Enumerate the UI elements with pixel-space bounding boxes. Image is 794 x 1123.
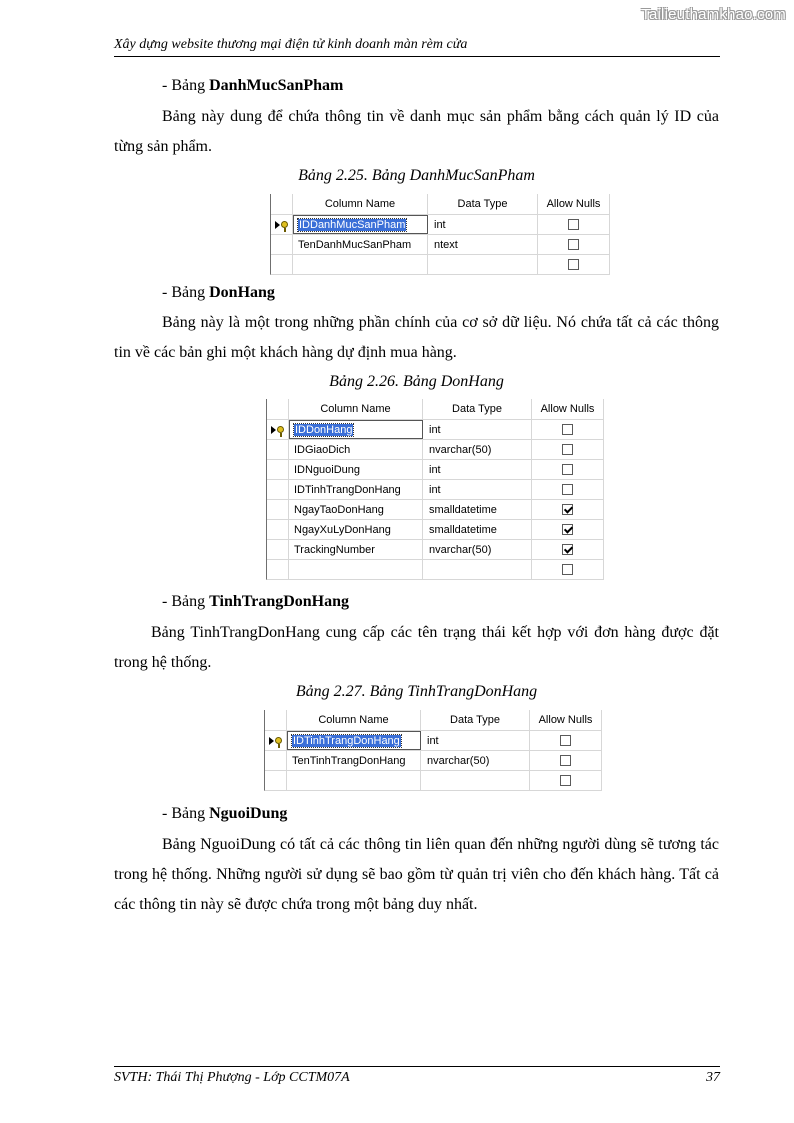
data-type-cell[interactable]: int xyxy=(428,215,538,234)
grid-header xyxy=(271,194,610,214)
data-type-cell[interactable]: nvarchar(50) xyxy=(423,440,532,459)
row-selector-header xyxy=(271,194,293,214)
paragraph-text: Bảng này dung để chứa thông tin về danh mục sản phẩm bằng cách quản lý ID của từng sản phẩm. xyxy=(114,108,719,155)
section-heading-donhang xyxy=(162,284,275,302)
allow-nulls-checkbox[interactable] xyxy=(562,524,573,535)
allow-nulls-cell[interactable] xyxy=(538,215,610,234)
row-selector[interactable] xyxy=(267,480,289,499)
data-type-cell[interactable]: int xyxy=(421,731,530,750)
heading-prefix: - Bảng xyxy=(162,805,210,822)
caption-table-2-26: Bảng 2.26. Bảng DonHang xyxy=(329,373,504,390)
allow-nulls-checkbox[interactable] xyxy=(562,504,573,515)
allow-nulls-checkbox[interactable] xyxy=(560,735,571,746)
watermark: Tailieuthamkhao.com xyxy=(641,6,786,23)
allow-nulls-cell[interactable] xyxy=(532,500,604,519)
data-type-header[interactable]: Data Type xyxy=(421,710,530,730)
column-name-text: TenTinhTrangDonHang xyxy=(292,754,406,767)
column-name-header[interactable]: Column Name xyxy=(293,194,428,214)
column-name-cell[interactable] xyxy=(287,731,421,750)
primary-key-icon xyxy=(269,737,282,745)
heading-prefix: - Bảng xyxy=(162,77,210,94)
row-selector[interactable] xyxy=(267,540,289,559)
allow-nulls-checkbox[interactable] xyxy=(562,444,573,455)
column-name-text: TrackingNumber xyxy=(294,543,375,556)
column-name-header[interactable]: Column Name xyxy=(287,710,421,730)
row-selector[interactable] xyxy=(265,731,287,750)
table-row[interactable] xyxy=(267,539,604,559)
paragraph-donhang xyxy=(114,308,719,368)
data-type-cell[interactable]: nvarchar(50) xyxy=(421,751,530,770)
heading-table-name: TinhTrangDonHang xyxy=(209,593,350,610)
column-name-text: TenDanhMucSanPham xyxy=(298,238,412,251)
primary-key-icon xyxy=(271,426,284,434)
allow-nulls-header[interactable]: Allow Nulls xyxy=(532,399,604,419)
data-type-cell[interactable]: nvarchar(50) xyxy=(423,540,532,559)
table-row[interactable] xyxy=(271,234,610,254)
table-row[interactable] xyxy=(267,519,604,539)
data-type-header[interactable]: Data Type xyxy=(423,399,532,419)
allow-nulls-header[interactable]: Allow Nulls xyxy=(530,710,602,730)
allow-nulls-checkbox[interactable] xyxy=(560,775,571,786)
running-head: Xây dựng website thương mại điện tử kinh doanh màn rèm cửa xyxy=(114,37,720,57)
column-name-text: IDNguoiDung xyxy=(294,463,361,476)
allow-nulls-header[interactable]: Allow Nulls xyxy=(538,194,610,214)
table-row[interactable] xyxy=(267,439,604,459)
allow-nulls-checkbox[interactable] xyxy=(562,544,573,555)
page-footer xyxy=(114,1066,720,1086)
section-heading-danhmucsanpham xyxy=(162,77,343,95)
column-name-cell[interactable] xyxy=(289,460,423,479)
allow-nulls-cell[interactable] xyxy=(532,420,604,439)
data-type-cell[interactable]: smalldatetime xyxy=(423,520,532,539)
row-selector[interactable] xyxy=(265,751,287,770)
column-name-cell[interactable] xyxy=(293,255,428,274)
column-name-cell[interactable] xyxy=(289,480,423,499)
heading-prefix: - Bảng xyxy=(162,284,210,301)
data-type-cell[interactable]: int xyxy=(423,420,532,439)
row-selector[interactable] xyxy=(271,215,293,234)
data-type-cell[interactable]: int xyxy=(423,460,532,479)
column-name-text: IDTinhTrangDonHang xyxy=(293,734,400,747)
data-type-cell[interactable] xyxy=(423,560,532,579)
allow-nulls-checkbox[interactable] xyxy=(562,424,573,435)
paragraph-nguoidung xyxy=(114,830,719,920)
paragraph-text: Bảng TinhTrangDonHang cung cấp các tên trạng thái kết hợp với đơn hàng được đặt trong hệ thống. xyxy=(114,624,719,671)
row-selector-header xyxy=(265,710,287,730)
column-name-cell[interactable] xyxy=(289,440,423,459)
data-type-cell[interactable]: int xyxy=(423,480,532,499)
row-selector[interactable] xyxy=(271,255,293,274)
data-type-cell[interactable] xyxy=(428,255,538,274)
row-selector[interactable] xyxy=(267,520,289,539)
row-selector[interactable] xyxy=(267,460,289,479)
table-row[interactable] xyxy=(271,214,610,234)
heading-prefix: - Bảng xyxy=(162,593,210,610)
data-type-cell[interactable]: smalldatetime xyxy=(423,500,532,519)
allow-nulls-checkbox[interactable] xyxy=(562,464,573,475)
column-name-cell[interactable] xyxy=(289,540,423,559)
column-name-cell[interactable] xyxy=(289,500,423,519)
data-type-cell[interactable]: ntext xyxy=(428,235,538,254)
paragraph-text: Bảng NguoiDung có tất cả các thông tin liên quan đến những người dùng sẽ tương tác trong hệ thống. Những người sử dụng sẽ bao gồm từ quản trị viên cho đến khách hàng. Tất cả các thông tin này sẽ được chứa trong một bảng duy nhất. xyxy=(114,836,719,913)
allow-nulls-cell[interactable] xyxy=(530,771,602,790)
row-selector[interactable] xyxy=(267,560,289,579)
column-name-cell[interactable] xyxy=(289,420,423,439)
table-grid-tinhtrangdonhang xyxy=(264,710,602,791)
table-row[interactable] xyxy=(265,770,602,790)
row-selector[interactable] xyxy=(267,420,289,439)
grid-header xyxy=(267,399,604,419)
column-name-cell[interactable] xyxy=(287,751,421,770)
allow-nulls-cell[interactable] xyxy=(532,480,604,499)
heading-table-name: DanhMucSanPham xyxy=(209,77,344,94)
grid-header xyxy=(265,710,602,730)
allow-nulls-cell[interactable] xyxy=(530,731,602,750)
allow-nulls-cell[interactable] xyxy=(532,540,604,559)
heading-table-name: DonHang xyxy=(209,284,275,301)
table-row[interactable] xyxy=(267,499,604,519)
column-name-header[interactable]: Column Name xyxy=(289,399,423,419)
caption-table-2-27: Bảng 2.27. Bảng TinhTrangDonHang xyxy=(295,683,538,700)
column-name-text: NgayTaoDonHang xyxy=(294,503,384,516)
allow-nulls-cell[interactable] xyxy=(532,520,604,539)
table-row[interactable] xyxy=(267,419,604,439)
allow-nulls-cell[interactable] xyxy=(538,235,610,254)
paragraph-tinhtrangdonhang xyxy=(114,618,719,678)
paragraph-danhmucsanpham xyxy=(114,102,719,162)
row-selector[interactable] xyxy=(271,235,293,254)
column-name-text: IDGiaoDich xyxy=(294,443,351,456)
heading-table-name: NguoiDung xyxy=(209,805,288,822)
column-name-text: IDDanhMucSanPham xyxy=(299,218,406,231)
data-type-cell[interactable] xyxy=(421,771,530,790)
allow-nulls-cell[interactable] xyxy=(530,751,602,770)
paragraph-text: Bảng này là một trong những phần chính của cơ sở dữ liệu. Nó chứa tất cả các thông tin về các bản ghi một khách hàng dự định mua hàng. xyxy=(114,314,719,361)
column-name-text: NgayXuLyDonHang xyxy=(294,523,391,536)
table-row[interactable] xyxy=(267,559,604,579)
table-row[interactable] xyxy=(265,750,602,770)
table-row[interactable] xyxy=(267,459,604,479)
column-name-cell[interactable] xyxy=(287,771,421,790)
allow-nulls-checkbox[interactable] xyxy=(562,564,573,575)
table-grid-danhmucsanpham xyxy=(270,194,610,275)
page-number: 37 xyxy=(706,1070,720,1085)
allow-nulls-cell[interactable] xyxy=(532,440,604,459)
column-name-text: IDDonHang xyxy=(295,423,353,436)
allow-nulls-checkbox[interactable] xyxy=(568,239,579,250)
table-row[interactable] xyxy=(265,730,602,750)
allow-nulls-cell[interactable] xyxy=(532,460,604,479)
row-selector[interactable] xyxy=(267,440,289,459)
row-selector[interactable] xyxy=(267,500,289,519)
table-row[interactable] xyxy=(267,479,604,499)
column-name-cell[interactable] xyxy=(293,235,428,254)
column-name-text: IDTinhTrangDonHang xyxy=(294,483,401,496)
data-type-header[interactable]: Data Type xyxy=(428,194,538,214)
column-name-cell[interactable] xyxy=(293,215,428,234)
section-heading-nguoidung xyxy=(162,805,287,823)
allow-nulls-checkbox[interactable] xyxy=(568,259,579,270)
footer-author: SVTH: Thái Thị Phượng - Lớp CCTM07A xyxy=(114,1070,350,1085)
row-selector-header xyxy=(267,399,289,419)
caption-table-2-25: Bảng 2.25. Bảng DanhMucSanPham xyxy=(298,167,535,184)
allow-nulls-checkbox[interactable] xyxy=(560,755,571,766)
allow-nulls-cell[interactable] xyxy=(538,255,610,274)
allow-nulls-checkbox[interactable] xyxy=(568,219,579,230)
allow-nulls-cell[interactable] xyxy=(532,560,604,579)
primary-key-icon xyxy=(275,221,288,229)
table-row[interactable] xyxy=(271,254,610,274)
allow-nulls-checkbox[interactable] xyxy=(562,484,573,495)
column-name-cell[interactable] xyxy=(289,560,423,579)
table-grid-donhang xyxy=(266,399,604,580)
section-heading-tinhtrangdonhang xyxy=(162,593,349,611)
column-name-cell[interactable] xyxy=(289,520,423,539)
row-selector[interactable] xyxy=(265,771,287,790)
